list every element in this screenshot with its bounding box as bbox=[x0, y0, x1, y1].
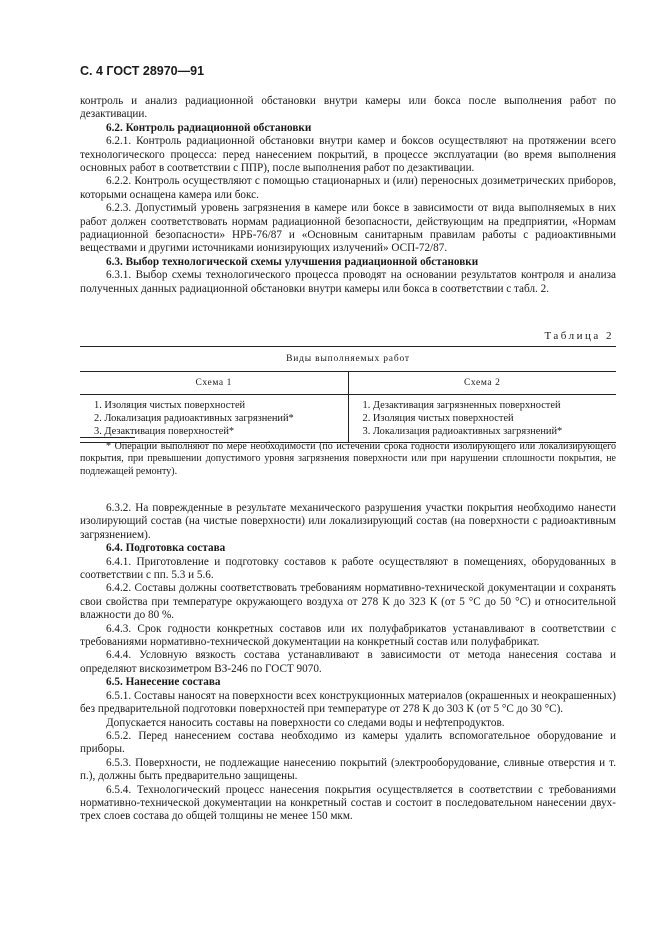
list-item: 1. Изоляция чистых поверхностей bbox=[94, 400, 246, 411]
table-col-header-scheme-2: Схема 2 bbox=[348, 372, 616, 395]
table-cell-scheme-1 bbox=[80, 395, 348, 443]
section-heading-6-5: 6.5. Нанесение состава bbox=[106, 676, 221, 689]
paragraph-6-4-4: 6.4.4. Условную вязкость состава устанавливают в зависимости от метода нанесения состава и определяют вискозиметром ВЗ-246 по ГОСТ 9070. bbox=[80, 649, 616, 675]
paragraph-6-3-2: 6.3.2. На поврежденные в результате механического разрушения участки покрытия необходимо нанести изолирующий состав (на чистые поверхности) или локализирующий состав (на поверхности с радиоактивным загрязнением). bbox=[80, 502, 616, 541]
paragraph-6-4-2: 6.4.2. Составы должны соответствовать требованиям нормативно-технической документации и сохранять свои свойства при температуре окружающего воздуха от 278 К до 323 К (от 5 °С до 50 °С) и относительной влажности до 80 %. bbox=[80, 582, 616, 622]
footnote-text: * Операции выполняют по мере необходимости (по истечении срока годности изолирующего или локализирующего покрытия, при превышении допустимого уровня загрязнения поверхности или при нарушении сплошности покрытия, не подлежащей ремонту). bbox=[80, 441, 616, 477]
paragraph-6-2-2: 6.2.2. Контроль осуществляют с помощью стационарных и (или) переносных дозиметрических приборов, которыми оснащена камера или бокс. bbox=[80, 175, 616, 201]
list-item: 3. Дезактивация поверхностей* bbox=[94, 426, 235, 437]
paragraph-6-5-3: 6.5.3. Поверхности, не подлежащие нанесению покрытий (электрооборудование, сливные отверстия и т. п.), должны быть предварительно защищены. bbox=[80, 756, 616, 783]
table-cell-scheme-2 bbox=[348, 395, 616, 443]
table-caption: Таблица 2 bbox=[544, 330, 614, 342]
table-header-cell: Виды выполняемых работ bbox=[80, 347, 616, 372]
page-header: С. 4 ГОСТ 28970—91 bbox=[80, 64, 205, 78]
table-2 bbox=[80, 346, 616, 443]
paragraph-6-4-3: 6.4.3. Срок годности конкретных составов или их полуфабрикатов устанавливают в соответствии с требованиями нормативно-технической документации на конкретный состав или полуфабрикат. bbox=[80, 622, 616, 649]
footnote-divider bbox=[80, 437, 135, 438]
paragraph-6-2-3: 6.2.3. Допустимый уровень загрязнения в камере или боксе в зависимости от вида выполняемых в них работ должен соответствовать нормам радиационной безопасности, действующим на предприятии, «Нормам радиационной безопасности» НРБ-76/87 и «Основным санитарным правилам работы с радиоактивными веществами и другими источниками ионизирующих излучений» ОСП-72/87. bbox=[80, 202, 616, 255]
paragraph-6-5-4: 6.5.4. Технологический процесс нанесения покрытия осуществляется в соответствии с требованиями нормативно-технической документации на конкретный состав и состоит в последовательном нанесении двух-трех слоев состава до общей толщины не менее 150 мкм. bbox=[80, 783, 616, 823]
section-heading-6-3: 6.3. Выбор технологической схемы улучшения радиационной обстановки bbox=[106, 255, 479, 268]
text-block-bottom bbox=[80, 502, 616, 824]
table-col-header-scheme-1: Схема 1 bbox=[80, 372, 348, 395]
list-item: 2. Локализация радиоактивных загрязнений* bbox=[94, 413, 294, 424]
section-heading-6-2: 6.2. Контроль радиационной обстановки bbox=[106, 121, 312, 134]
paragraph-6-5-2: 6.5.2. Перед нанесением состава необходимо из камеры удалить вспомогательное оборудование и приборы. bbox=[80, 729, 616, 756]
paragraph-6-3-1: 6.3.1. Выбор схемы технологического процесса проводят на основании результатов контроля и анализа полученных данных радиационной обстановки внутри камеры или бокса в соответствии с табл. 2. bbox=[80, 269, 616, 295]
list-item: 1. Дезактивация загрязненных поверхностей bbox=[362, 400, 561, 411]
list-item: 2. Изоляция чистых поверхностей bbox=[362, 413, 514, 424]
text-block-top bbox=[80, 95, 616, 296]
section-heading-6-4: 6.4. Подготовка состава bbox=[106, 542, 226, 555]
paragraph-continuation: контроль и анализ радиационной обстановки внутри камеры или бокса после выполнения работ по дезактивации. bbox=[80, 95, 616, 121]
paragraph-6-2-1: 6.2.1. Контроль радиационной обстановки внутри камер и боксов осуществляют на протяжении всего технологического процесса: перед нанесением покрытий, в процессе эксплуатации (во время выполнения основных работ в соответствии с ППР), после выполнения работ по дезактивации. bbox=[80, 135, 616, 175]
paragraph-6-5-1-note: Допускается наносить составы на поверхности со следами воды и нефтепродуктов. bbox=[106, 716, 505, 729]
table-footnote bbox=[80, 441, 616, 478]
paragraph-6-5-1: 6.5.1. Составы наносят на поверхности всех конструкционных материалов (окрашенных и неокрашенных) без предварительной подготовки поверхностей при температуре от 278 К до 303 К (от 5 °С до 30 °С). bbox=[80, 689, 616, 716]
paragraph-6-4-1: 6.4.1. Приготовление и подготовку составов к работе осуществляют в помещениях, оборудованных в соответствии с пп. 5.3 и 5.6. bbox=[80, 555, 616, 582]
list-item: 3. Локализация радиоактивных загрязнений* bbox=[362, 426, 563, 437]
